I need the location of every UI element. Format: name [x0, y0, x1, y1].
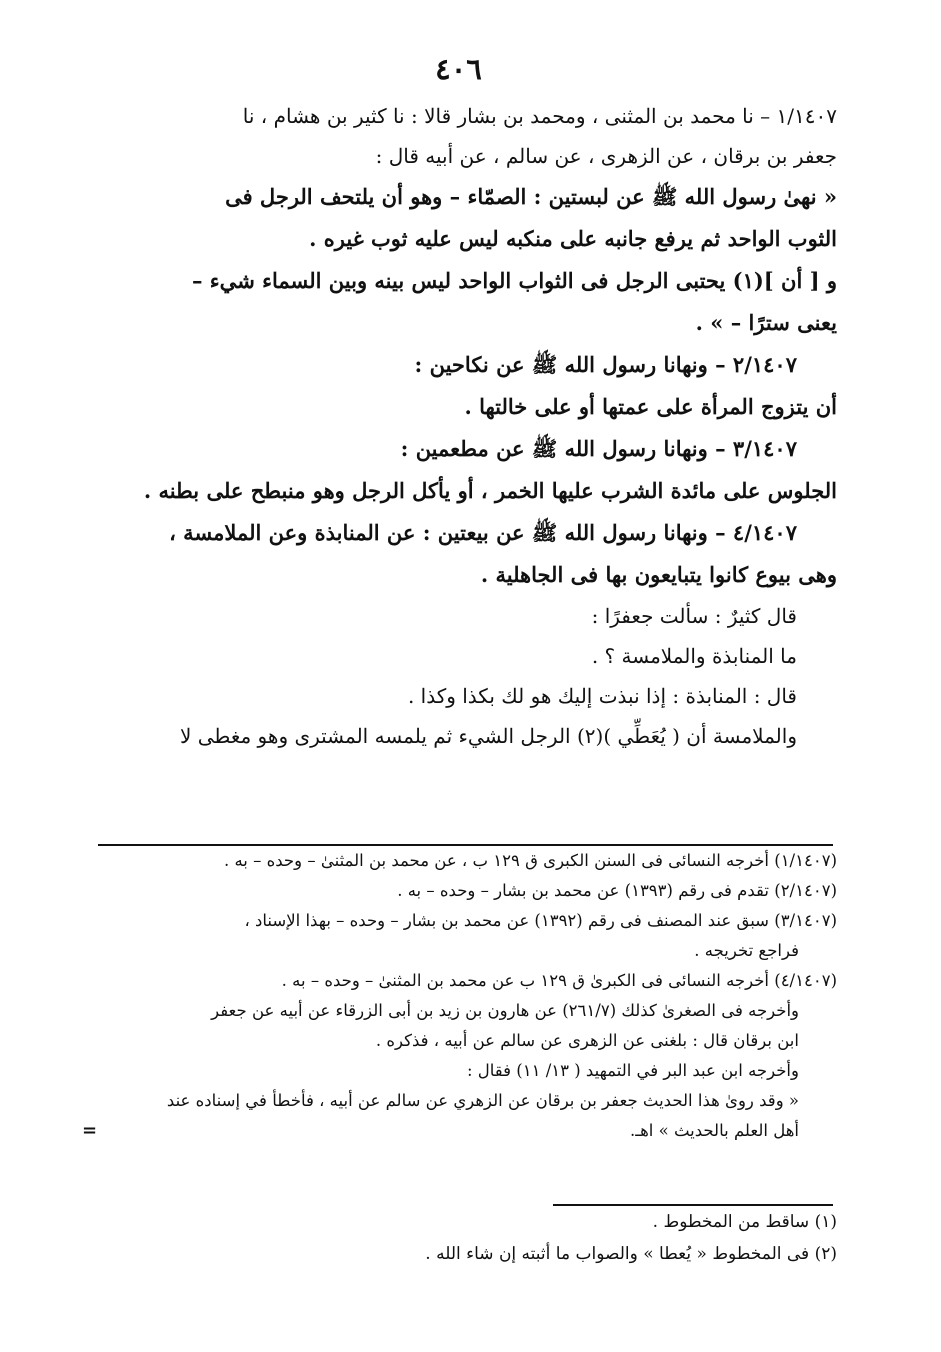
takhrij-note-2: (٢/١٤٠٧) تقدم فى رقم (١٣٩٣) عن محمد بن بشار – وحده – به .: [397, 881, 837, 900]
takhrij-note-4-line-5: « وقد روىٰ هذا الحديث جعفر بن برقان عن الزهري عن سالم عن أبيه ، فأخطأ في إسناده عند: [166, 1091, 799, 1110]
hadith-3-matn: الجلوس على مائدة الشرب عليها الخمر ، أو يأكل الرجل وهو منبطح على بطنه .: [143, 478, 837, 503]
takhrij-note-4-line-4: وأخرجه ابن عبد البر في التمهيد ( ١٣/ ١١) فقال :: [466, 1061, 799, 1080]
hadith-4-heading: ٤/١٤٠٧ – ونهانا رسول الله ﷺ عن بيعتين : عن المنابذة وعن الملامسة ،: [169, 520, 797, 545]
answer-line-1: قال : المنابذة : إذا نبذت إليك هو لك بكذا وكذا .: [407, 684, 797, 708]
hadith-1-matn-line-1: « نهىٰ رسول الله ﷺ عن لبستين : الصمّاء – وهو أن يلتحف الرجل فى: [225, 184, 837, 209]
hadith-3-heading: ٣/١٤٠٧ – ونهانا رسول الله ﷺ عن مطعمين :: [400, 436, 797, 461]
takhrij-note-4-line-2: وأخرجه فى الصغرىٰ كذلك (٢٦١/٧) عن هارون بن زيد بن أبى الزرقاء عن أبيه عن جعفر: [211, 1001, 799, 1020]
footnote-1: (١) ساقط من المخطوط .: [652, 1212, 837, 1232]
takhrij-note-4: (٤/١٤٠٧) أخرجه النسائى فى الكبرىٰ ق ١٢٩ ب عن محمد بن المثنىٰ – وحده – به .: [281, 971, 837, 990]
footnotes: [80, 1204, 837, 1270]
footnote-2: (٢) فى المخطوط « يُعطا » والصواب ما أثبته إن شاء الله .: [425, 1244, 837, 1264]
hadith-1-number: ١/١٤٠٧ –: [753, 104, 837, 128]
takhrij-note-3: (٣/١٤٠٧) سبق عند المصنف فى رقم (١٣٩٢) عن محمد بن بشار – وحده – بهذا الإسناد ،: [244, 911, 837, 930]
question-line-1: قال كثيرٌ : سألت جعفرًا :: [591, 604, 797, 628]
hadith-text: [80, 96, 837, 756]
takhrij-note-4-line-6-text: أهل العلم بالحديث » اهـ.: [630, 1121, 799, 1140]
continuation-mark: =: [82, 1120, 98, 1141]
takhrij-note-4-line-6: [80, 1116, 837, 1146]
hadith-1-isnad-line-1: [80, 96, 837, 136]
book-page: [80, 52, 837, 1322]
answer-line-2: والملامسة أن ( يُعَطِّي )(٢) الرجل الشيء ثم يلمسه المشترى وهو مغطى لا: [180, 724, 797, 748]
takhrij-notes: [80, 844, 837, 1146]
question-line-2: ما المنابذة والملامسة ؟ .: [591, 644, 797, 668]
takhrij-note-1: (١/١٤٠٧) أخرجه النسائى فى السنن الكبرى ق ١٢٩ ب ، عن محمد بن المثنىٰ – وحده – به .: [223, 851, 837, 870]
hadith-4-matn: وهى بيوع كانوا يتبايعون بها فى الجاهلية .: [480, 562, 837, 587]
hadith-1-isnad: نا محمد بن المثنى ، ومحمد بن بشار قالا : نا كثير بن هشام ، نا: [242, 104, 754, 128]
takhrij-note-3-cont: فراجع تخريجه .: [694, 941, 799, 960]
hadith-1-matn-line-2: الثوب الواحد ثم يرفع جانبه على منكبه ليس عليه ثوب غيره .: [309, 226, 837, 251]
hadith-1-matn-line-3: و [ أن ](١) يحتبى الرجل فى الثواب الواحد ليس بينه وبين السماء شيء –: [192, 268, 837, 293]
hadith-2-matn: أن يتزوج المرأة على عمتها أو على خالتها .: [464, 394, 837, 419]
takhrij-note-4-line-3: ابن برقان قال : بلغنى عن الزهرى عن سالم عن أبيه ، فذكره .: [375, 1031, 799, 1050]
hadith-2-heading: ٢/١٤٠٧ – ونهانا رسول الله ﷺ عن نكاحين :: [414, 352, 797, 377]
page-number: ٤٠٦: [435, 52, 482, 86]
hadith-1-isnad-line-2: جعفر بن برقان ، عن الزهرى ، عن سالم ، عن أبيه قال :: [375, 144, 837, 168]
hadith-1-matn-line-4: يعنى سترًا – » .: [695, 310, 837, 335]
